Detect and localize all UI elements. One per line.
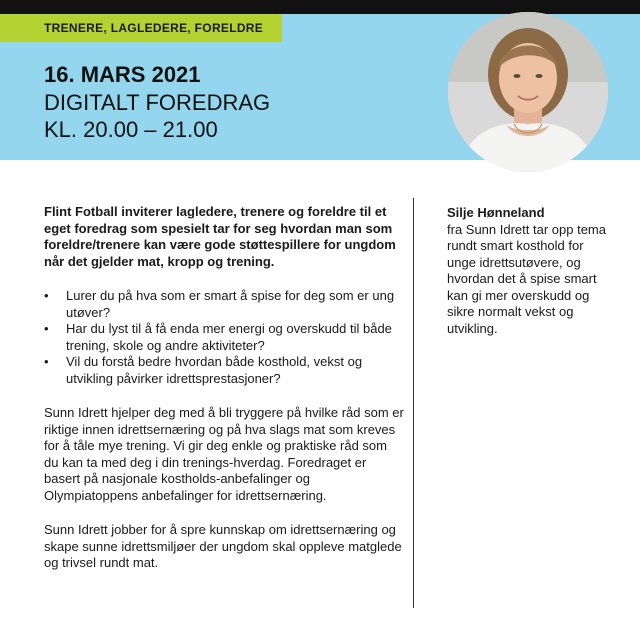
body-paragraph-2: Sunn Idrett jobber for å spre kunnskap om idrettsernæring og skape sunne idrettsmiljøer der ungdom skal oppleve matglede og trivsel rundt mat. xyxy=(44,522,402,570)
audience-tag: TRENERE, LAGLEDERE, FORELDRE xyxy=(0,14,282,42)
event-subtitle: DIGITALT FOREDRAG xyxy=(44,90,271,115)
speaker-info xyxy=(447,205,607,337)
list-item-text: Har du lyst til å få enda mer energi og overskudd til både trening, skole og andre aktiviteter? xyxy=(66,321,392,353)
bullet-icon: • xyxy=(44,321,49,336)
intro-text: Flint Fotball inviterer lagledere, trenere og foreldre til et eget foredrag som spesielt tar for seg hvordan man som foreldre/trenere kan være gode støttespillere for ungdom når det gjelder mat, kropp og trening. xyxy=(44,204,396,269)
list-item-text: Vil du forstå bedre hvordan både kosthold, vekst og utvikling påvirker idrettsprestasjoner? xyxy=(66,354,363,386)
event-time: KL. 20.00 – 21.00 xyxy=(44,117,218,142)
list-item xyxy=(44,321,404,354)
column-divider xyxy=(413,198,414,608)
event-date: 16. MARS 2021 xyxy=(44,62,201,87)
bullet-icon: • xyxy=(44,288,49,303)
list-item-text: Lurer du på hva som er smart å spise for deg som er ung utøver? xyxy=(66,288,395,320)
speaker-bio: fra Sunn Idrett tar opp tema rundt smart kosthold for unge idrettsutøvere, og hvordan det å spise smart kan gi mer overskudd og sikre normalt vekst og utvikling. xyxy=(447,221,606,336)
list-item xyxy=(44,288,404,321)
speaker-portrait-illustration xyxy=(448,12,608,172)
main-content xyxy=(44,204,404,590)
list-item xyxy=(44,354,404,387)
top-dark-band xyxy=(0,0,640,14)
speaker-photo xyxy=(448,12,608,172)
question-list xyxy=(44,288,404,387)
body-paragraph-1: Sunn Idrett hjelper deg med å bli tryggere på hvilke råd som er riktige innen idrettsernæring og på hva slags mat som kreves for å tåle mye trening. Vi gir deg enkle og praktiske råd som du kan ta med deg i din trenings-hverdag. Foredraget er basert på nasjonale kostholds-anbefalinger og Olympiatoppens anbefalinger for idrettsernæring. xyxy=(44,405,404,503)
speaker-name: Silje Hønneland xyxy=(447,205,545,220)
bullet-icon: • xyxy=(44,354,49,369)
